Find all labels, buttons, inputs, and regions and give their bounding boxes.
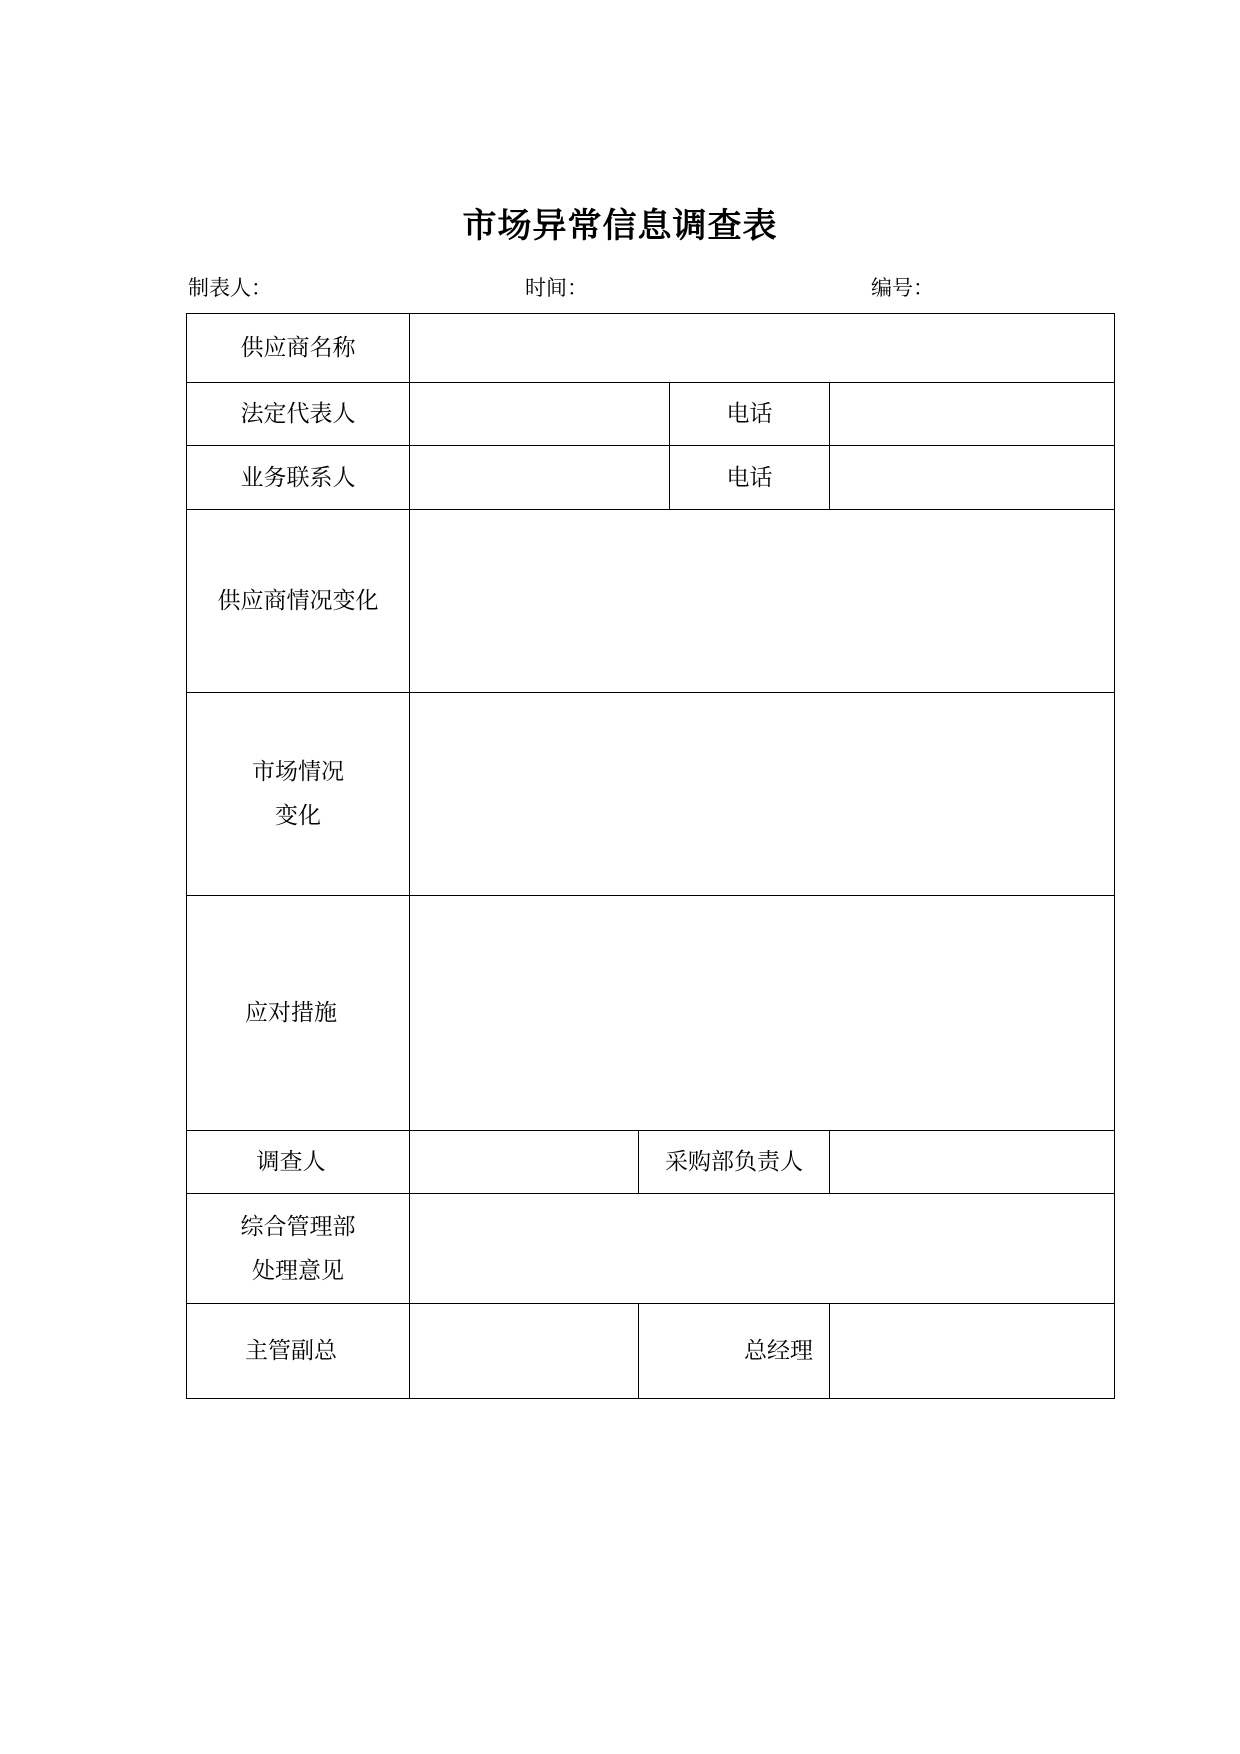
investigator-value[interactable] [409,1130,639,1194]
countermeasures-label [186,895,410,1131]
investigator-text: 调查人 [256,1149,326,1175]
countermeasures-text: 应对措施 [245,1000,337,1026]
supplier-name-label [186,313,410,383]
business-contact-value[interactable] [409,445,670,510]
deputy-gm-label [186,1303,410,1399]
purchasing-head-text: 采购部负责人 [665,1149,803,1175]
supplier-change-label [186,509,410,693]
phone-label-1 [669,382,830,446]
admin-opinion-value[interactable] [409,1193,1115,1304]
investigator-label [186,1130,410,1194]
admin-opinion-text-line1: 综合管理部 [240,1213,356,1240]
phone-text-2: 电话 [726,464,773,491]
maker-label: 制表人： [188,276,272,300]
purchasing-head-label [638,1130,830,1194]
general-manager-value[interactable] [829,1303,1115,1399]
deputy-gm-text: 主管副总 [245,1338,337,1364]
business-contact-label [186,445,410,510]
legal-rep-label [186,382,410,446]
supplier-name-text: 供应商名称 [240,335,356,361]
market-change-label [186,692,410,896]
number-label: 编号： [871,276,934,300]
admin-opinion-text-line2: 处理意见 [252,1257,344,1284]
page-title: 市场异常信息调查表 [462,206,778,246]
general-manager-text: 总经理 [744,1338,813,1364]
supplier-change-value[interactable] [409,509,1115,693]
phone-value-2[interactable] [829,445,1115,510]
countermeasures-value[interactable] [409,895,1115,1131]
deputy-gm-value[interactable] [409,1303,639,1399]
supplier-change-text: 供应商情况变化 [217,588,379,614]
purchasing-head-value[interactable] [829,1130,1115,1194]
market-change-value[interactable] [409,692,1115,896]
general-manager-label [638,1303,830,1399]
phone-text-1: 电话 [726,401,773,427]
phone-value-1[interactable] [829,382,1115,446]
phone-label-2 [669,445,830,510]
time-label: 时间： [525,276,588,300]
supplier-name-value[interactable] [409,313,1115,383]
admin-opinion-label [186,1193,410,1304]
legal-rep-text: 法定代表人 [240,401,356,427]
market-change-text-line2: 变化 [275,803,321,829]
business-contact-text: 业务联系人 [240,464,356,491]
legal-rep-value[interactable] [409,382,670,446]
market-change-text-line1: 市场情况 [252,759,344,785]
